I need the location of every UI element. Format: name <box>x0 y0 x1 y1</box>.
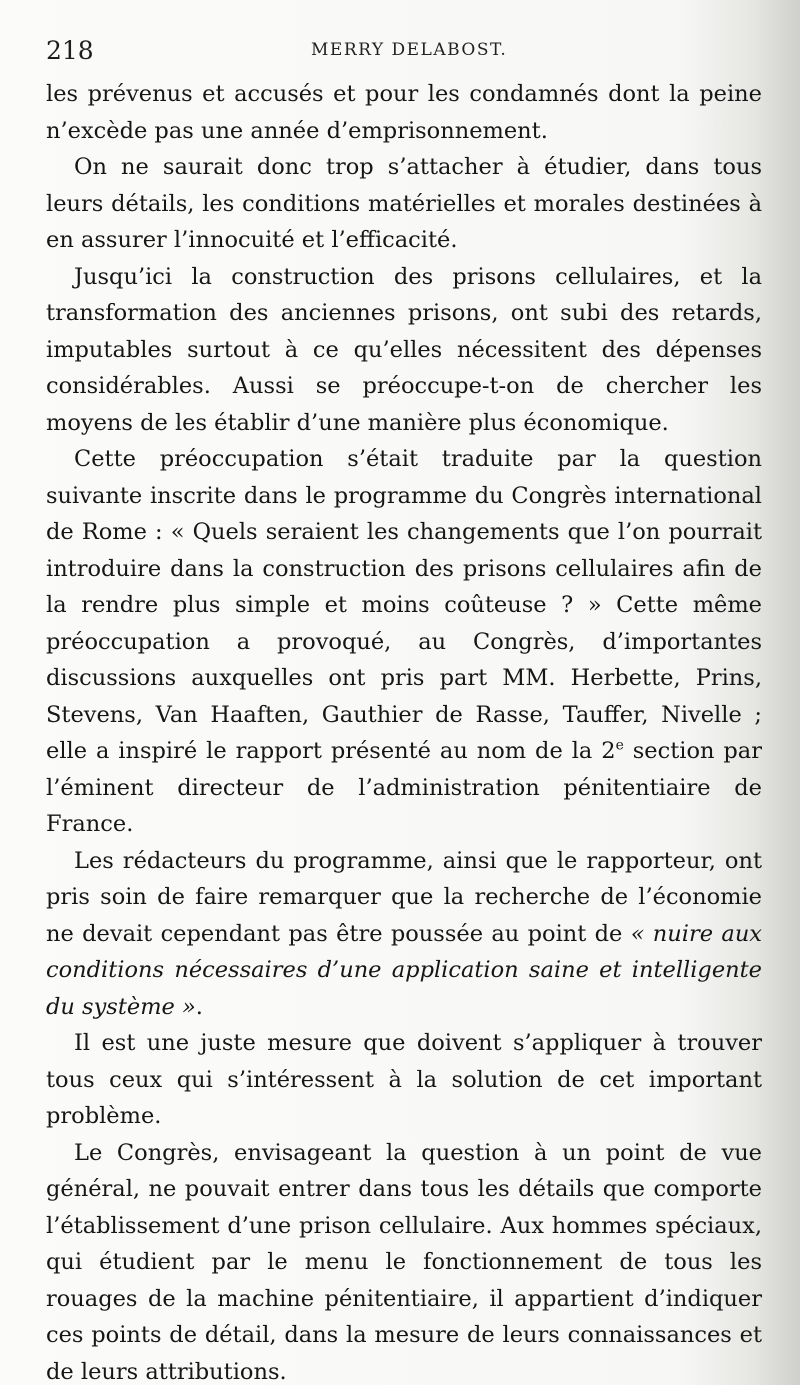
paragraph <box>46 843 762 1026</box>
paragraph-text: Cette préoccupation s’était traduite par la question suivante inscrite dans le programme du Congrès international de Rome : « Quels seraient les changements que l’on pourrait introduire dans la construction des prisons cellulaires afin de la rendre plus simple et moins coûteuse ? » Cette même préoccupation a provoqué, au Congrès, d’importantes discussions auxquelles ont pris part MM. Herbette, Prins, Stevens, Van Haaften, Gauthier de Rasse, Tauffer, Nivelle ; elle a inspiré le rapport présenté au nom de la 2 <box>46 446 762 764</box>
superscript: e <box>615 737 624 754</box>
page-number: 218 <box>46 36 94 65</box>
paragraph: Il est une juste mesure que doivent s’appliquer à trouver tous ceux qui s’intéressent à la solution de cet important problème. <box>46 1030 762 1129</box>
italic-quotation: « nuire aux conditions nécessaires d’une application saine et intelligente du système » <box>46 920 762 1020</box>
paragraph-text: section par l’éminent directeur de l’administration pénitentiaire de France. <box>46 738 762 837</box>
paragraph-text: Les rédacteurs du programme, ainsi que le rapporteur, ont pris soin de faire remarquer que la recherche de l’économie ne devait cependant pas être poussée au point de <box>46 847 762 947</box>
running-head: MERRY DELABOST. <box>311 40 508 60</box>
page-header <box>46 36 754 68</box>
paragraph-text: . <box>195 993 203 1020</box>
paragraph <box>46 441 762 843</box>
paragraph: Jusqu’ici la construction des prisons cellulaires, et la transformation des anciennes prisons, ont subi des retards, imputables surtout à ce qu’elles nécessitent des dépenses considérables. Aussi se préoccupe-t-on de chercher les moyens de les établir d’une manière plus économique. <box>46 263 762 436</box>
paragraph-continuation: les prévenus et accusés et pour les condamnés dont la peine n’excède pas une année d’emprisonnement. <box>46 81 762 144</box>
body-text <box>46 76 762 1385</box>
paragraph: On ne saurait donc trop s’attacher à étudier, dans tous leurs détails, les conditions matérielles et morales destinées à en assurer l’innocuité et l’efficacité. <box>46 154 762 253</box>
paragraph: Le Congrès, envisageant la question à un point de vue général, ne pouvait entrer dans tous les détails que comporte l’établissement d’une prison cellulaire. Aux hommes spéciaux, qui étudient par le menu le fonctionnement de tous les rouages de la machine pénitentiaire, il appartient d’indiquer ces points de détail, dans la mesure de leurs connaissances et de leurs attributions. <box>46 1139 762 1385</box>
